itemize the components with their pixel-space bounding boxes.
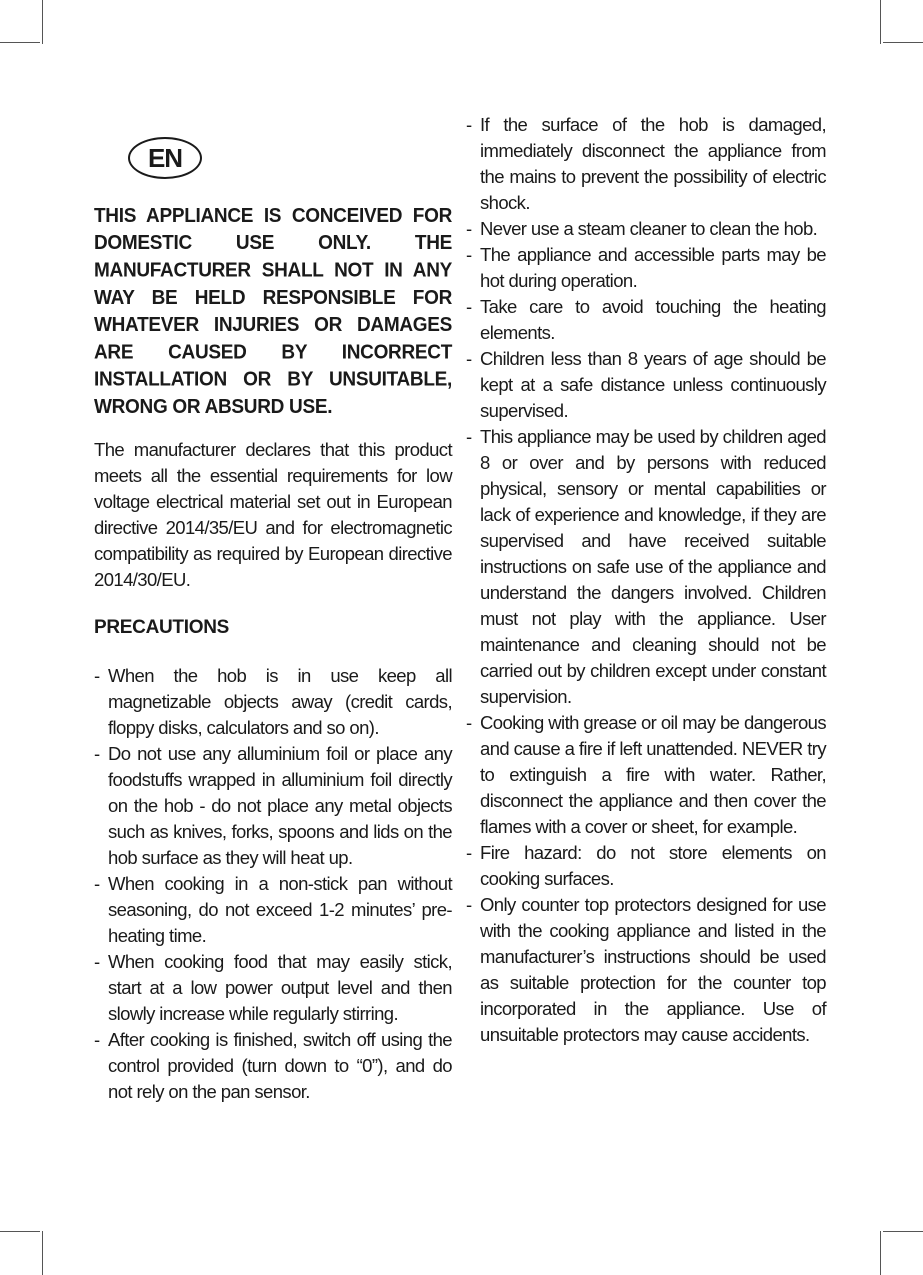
precautions-list-left: [94, 663, 452, 1105]
precaution-item: - Cooking with grease or oil may be dangerous and cause a fire if left unattended. NEVER try to extinguish a fire with water. Rather, disconnect the appliance and then cover the flames with a cover or sheet, for example.: [466, 710, 826, 840]
precaution-item: - The appliance and accessible parts may be hot during operation.: [466, 242, 826, 294]
precaution-item: - When the hob is in use keep all magnetizable objects away (credit cards, floppy disks, calculators and so on).: [94, 663, 452, 741]
precaution-item: - Take care to avoid touching the heating elements.: [466, 294, 826, 346]
crop-mark: [42, 1231, 43, 1275]
language-badge: EN: [128, 137, 202, 179]
crop-mark: [880, 0, 881, 44]
crop-mark: [880, 1231, 881, 1275]
precaution-item: - If the surface of the hob is damaged, immediately disconnect the appliance from the mains to prevent the possibility of electric shock.: [466, 112, 826, 216]
precaution-item: - Only counter top protectors designed for use with the cooking appliance and listed in the manufacturer’s instructions should be used as suitable protection for the counter top incorporated in the appliance. Use of unsuitable protectors may cause accidents.: [466, 892, 826, 1048]
right-column: [466, 112, 826, 1048]
precaution-item: - Children less than 8 years of age should be kept at a safe distance unless continuously supervised.: [466, 346, 826, 424]
precaution-item: - When cooking in a non-stick pan without seasoning, do not exceed 1-2 minutes’ pre-heating time.: [94, 871, 452, 949]
left-column: [94, 203, 452, 1105]
precautions-list-right: [466, 112, 826, 1048]
crop-mark: [883, 1231, 923, 1232]
precaution-item: - Never use a steam cleaner to clean the hob.: [466, 216, 826, 242]
precaution-item: - Do not use any alluminium foil or place any foodstuffs wrapped in alluminium foil directly on the hob - do not place any metal objects such as knives, forks, spoons and lids on the hob surface as they will heat up.: [94, 741, 452, 871]
precaution-item: - When cooking food that may easily stick, start at a low power output level and then slowly increase while regularly stirring.: [94, 949, 452, 1027]
precaution-item: - After cooking is finished, switch off using the control provided (turn down to “0”), and do not rely on the pan sensor.: [94, 1027, 452, 1105]
crop-mark: [42, 0, 43, 44]
precaution-item: - This appliance may be used by children aged 8 or over and by persons with reduced physical, sensory or mental capabilities or lack of experience and knowledge, if they are supervised and have received suitable instructions on safe use of the appliance and understand the dangers involved. Children must not play with the appliance. User maintenance and cleaning should not be carried out by children except under constant supervision.: [466, 424, 826, 710]
crop-mark: [0, 42, 40, 43]
precautions-heading: PRECAUTIONS: [94, 617, 229, 638]
conformity-declaration: The manufacturer declares that this product meets all the essential requirements for low voltage electrical material set out in European directive 2014/35/EU and for electromagnetic compatibility as required by European directive 2014/30/EU.: [94, 439, 452, 590]
domestic-use-warning: THIS APPLIANCE IS CONCEIVED FOR DOMESTIC USE ONLY. THE MANUFACTURER SHALL NOT IN ANY WAY BE HELD RESPONSIBLE FOR WHATEVER INJURIES OR DAMAGES ARE CAUSED BY INCORRECT INSTALLATION OR BY UNSUITABLE, WRONG OR ABSURD USE.: [94, 205, 452, 419]
crop-mark: [883, 42, 923, 43]
precaution-item: - Fire hazard: do not store elements on cooking surfaces.: [466, 840, 826, 892]
crop-mark: [0, 1231, 40, 1232]
